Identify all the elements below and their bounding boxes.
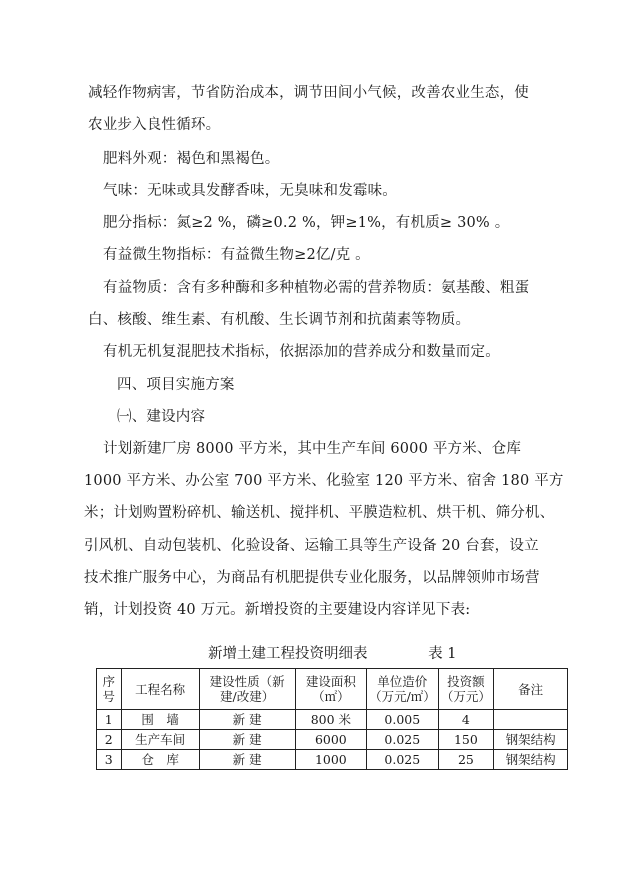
investment-table bbox=[96, 668, 568, 770]
table-cell: 0.005 bbox=[367, 710, 438, 730]
paragraph-line: 1000 平方米、办公室 700 平方米、化验室 120 平方米、宿舍 180 平方 bbox=[84, 473, 564, 489]
table-cell: 新 建 bbox=[199, 750, 295, 770]
table-cell: 2 bbox=[97, 730, 122, 750]
table-cell: 钢架结构 bbox=[494, 750, 568, 770]
header-cell: 备注 bbox=[494, 669, 568, 710]
paragraph-line: 米；计划购置粉碎机、输送机、搅拌机、平膜造粒机、烘干机、筛分机、 bbox=[84, 505, 555, 521]
table-cell: 1000 bbox=[295, 750, 366, 770]
header-cell: 投资额（万元） bbox=[438, 669, 494, 710]
paragraph-line: 肥分指标：氮≥2 %，磷≥0.2 %，钾≥1%，有机质≥ 30% 。 bbox=[103, 215, 510, 231]
table-cell bbox=[494, 710, 568, 730]
table-cell: 800 米 bbox=[295, 710, 366, 730]
header-cell: 单位造价（万元/㎡） bbox=[367, 669, 438, 710]
table-cell: 1 bbox=[97, 710, 122, 730]
table-title: 新增土建工程投资明细表 bbox=[208, 646, 368, 662]
paragraph-line: 白、核酸、维生素、有机酸、生长调节剂和抗菌素等物质。 bbox=[88, 312, 471, 328]
table-cell: 围 墙 bbox=[121, 710, 199, 730]
table-cell: 0.025 bbox=[367, 750, 438, 770]
paragraph-line: 减轻作物病害，节省防治成本，调节田间小气候，改善农业生态，使 bbox=[88, 85, 529, 101]
table-cell: 生产车间 bbox=[121, 730, 199, 750]
table-cell: 0.025 bbox=[367, 730, 438, 750]
paragraph-line: 气味：无味或具发酵香味，无臭味和发霉味。 bbox=[103, 183, 397, 199]
table-cell: 钢架结构 bbox=[494, 730, 568, 750]
paragraph-line: 有益物质：含有多种酶和多种植物必需的营养物质：氨基酸、粗蛋 bbox=[103, 280, 530, 296]
table-caption bbox=[208, 642, 456, 663]
table-header-row bbox=[97, 669, 568, 710]
table-cell: 仓 库 bbox=[121, 750, 199, 770]
table-cell: 25 bbox=[438, 750, 494, 770]
header-cell: 工程名称 bbox=[121, 669, 199, 710]
table-row bbox=[97, 710, 568, 730]
table-cell: 4 bbox=[438, 710, 494, 730]
subsection-heading: ㈠、建设内容 bbox=[117, 409, 206, 425]
table-row bbox=[97, 730, 568, 750]
paragraph-line: 农业步入良性循环。 bbox=[88, 117, 221, 133]
paragraph-line: 计划新建厂房 8000 平方米，其中生产车间 6000 平方米、仓库 bbox=[103, 441, 522, 457]
table-cell: 150 bbox=[438, 730, 494, 750]
paragraph-line: 有益微生物指标：有益微生物≥2亿/克 。 bbox=[103, 247, 370, 263]
table-cell: 新 建 bbox=[199, 710, 295, 730]
table-number: 表 1 bbox=[428, 646, 457, 662]
header-cell: 序号 bbox=[97, 669, 122, 710]
header-cell: 建设面积（㎡） bbox=[295, 669, 366, 710]
table-row bbox=[97, 750, 568, 770]
paragraph-line: 技术推广服务中心，为商品有机肥提供专业化服务，以品牌领帅市场营 bbox=[84, 570, 540, 586]
table-cell: 3 bbox=[97, 750, 122, 770]
table-cell: 6000 bbox=[295, 730, 366, 750]
header-cell: 建设性质（新建/改建） bbox=[199, 669, 295, 710]
table-cell: 新 建 bbox=[199, 730, 295, 750]
section-heading: 四、项目实施方案 bbox=[117, 377, 235, 393]
paragraph-line: 有机无机复混肥技术指标，依据添加的营养成分和数量而定。 bbox=[103, 344, 500, 360]
paragraph-line: 销，计划投资 40 万元。新增投资的主要建设内容详见下表: bbox=[84, 602, 471, 618]
paragraph-line: 肥料外观：褐色和黑褐色。 bbox=[103, 151, 280, 167]
paragraph-line: 引风机、自动包装机、化验设备、运输工具等生产设备 20 台套，设立 bbox=[84, 538, 539, 554]
